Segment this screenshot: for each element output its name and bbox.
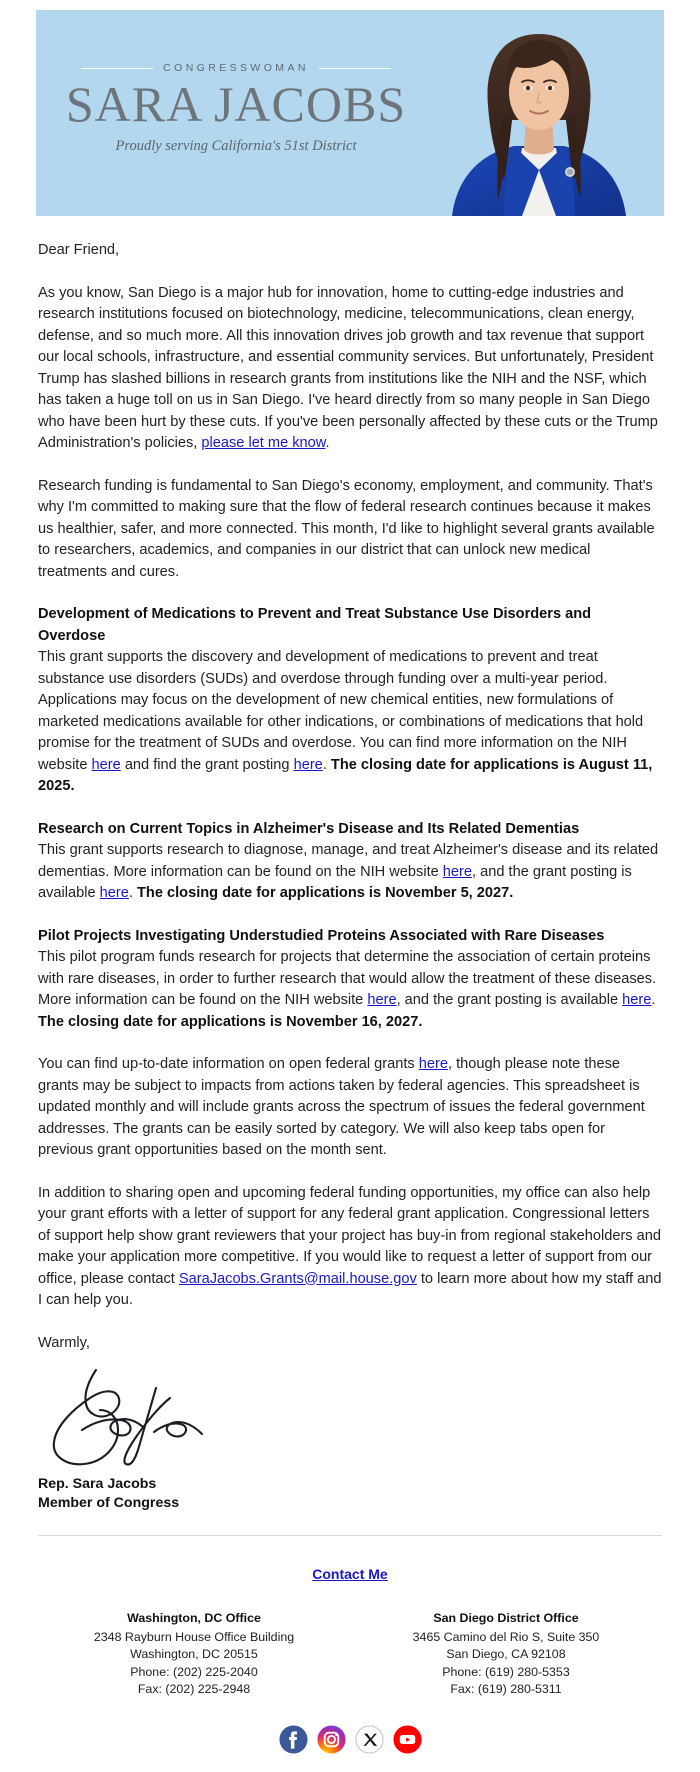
grant-section	[38, 819, 662, 905]
banner-tagline: Proudly serving California's 51st District	[115, 138, 357, 154]
grant-posting-link[interactable]: here	[293, 756, 323, 773]
grant-body-text: This grant supports research to diagnose, manage, and treat Alzheimer's disease and its related dementias. More information can be found on the NIH website	[38, 842, 659, 880]
grant-posting-link[interactable]: here	[622, 992, 652, 1008]
grant-body-text-2: and find the grant posting	[120, 756, 294, 773]
paragraph-3-tail: , though please note these grants may be subject to impacts from actions taken by federal agencies. This spreadsheet is updated monthly and will include grants across the spectrum of issues the federal government addresses. The grants can be easily sorted by category. We will also keep tabs open for previous grant opportunities based on the month sent.	[38, 1056, 645, 1158]
paragraph-4	[38, 1183, 662, 1312]
paragraph-1-tail: .	[325, 435, 330, 451]
salutation: Dear Friend,	[38, 242, 120, 258]
portrait-photo	[444, 20, 634, 216]
eyebrow-rule-right	[319, 68, 391, 69]
office-address-line-1: 3465 Camino del Rio S, Suite 350	[412, 1629, 600, 1644]
contact-me-row	[38, 1566, 662, 1584]
grant-section	[38, 926, 662, 1034]
contact-me-link[interactable]: Contact Me	[312, 1566, 388, 1582]
grant-body-text-2: , and the grant posting is available	[396, 992, 623, 1008]
grant-info-link[interactable]: here	[91, 756, 121, 773]
grant-closing-date: The closing date for applications is November 16, 2027.	[38, 1013, 423, 1030]
paragraph-4-tail: to learn more about how my staff and I can help you.	[38, 1270, 662, 1308]
paragraph-1	[38, 283, 662, 455]
office-san-diego	[350, 1610, 662, 1699]
footer-divider	[38, 1535, 662, 1536]
office-fax: Fax: (619) 280-5311	[450, 1682, 562, 1696]
signature-name: Rep. Sara Jacobs	[38, 1476, 157, 1492]
paragraph-3	[38, 1054, 662, 1162]
grant-body-text-3: .	[322, 756, 331, 773]
grant-body	[38, 647, 662, 798]
paragraph-1-text: As you know, San Diego is a major hub for innovation, home to cutting-edge industries and research institutions focused on biotechnology, medicine, telecommunications, clean energy, defense, and so much more. All this innovation drives job growth and tax revenue that support our local schools, infrastructure, and essential community services. But unfortunately, President Trump has slashed billions in research grants from institutions like the NIH and the NSF, which has taken a huge toll on us in San Diego. I've heard directly from so many people in San Diego who have been hurt by these cuts. If you've been personally affected by these cuts or the Trump Administration's policies,	[38, 284, 658, 451]
grant-title: Pilot Projects Investigating Understudied Proteins Associated with Rare Diseases	[38, 927, 605, 944]
office-phone: Phone: (202) 225-2040	[130, 1664, 258, 1679]
instagram-link[interactable]	[317, 1725, 346, 1754]
grant-body-text-3: .	[651, 992, 656, 1008]
header-banner	[36, 10, 664, 216]
sign-off-greeting: Warmly,	[38, 1334, 90, 1351]
facebook-icon	[279, 1725, 308, 1754]
grant-posting-link[interactable]: here	[99, 885, 129, 901]
open-federal-grants-link[interactable]: here	[418, 1056, 448, 1072]
signature-title: Member of Congress	[38, 1495, 180, 1511]
office-name: San Diego District Office	[433, 1611, 579, 1625]
grant-info-link[interactable]: here	[442, 863, 473, 880]
banner-name: SARA JACOBS	[65, 76, 407, 132]
handwritten-signature-icon	[38, 1360, 238, 1468]
grant-body-text-3: .	[128, 885, 137, 901]
grant-body-text-2: , and the grant posting is available	[38, 863, 632, 901]
signature-image	[38, 1360, 662, 1473]
grant-section	[38, 604, 662, 798]
grant-body-text: This grant supports the discovery and development of medications to prevent and treat substance use disorders (SUDs) and overdose through funding over a multi-year period. Applications may focus on the development of new chemical entities, new formulations of marketed medications available for other indications, or combinations of medications that hold promise for the treatment of SUDs and overdose. You can find more information on the NIH website	[38, 649, 644, 773]
office-address-line-1: 2348 Rayburn House Office Building	[93, 1629, 295, 1644]
paragraph-4-text: In addition to sharing open and upcoming federal funding opportunities, my office can also help your grant efforts with a letter of support for any federal grant application. Congressional letters of support help show grant reviewers that your project has buy-in from regional stakeholders and make your application more competitive. If you would like to request a letter of support from our office, please contact	[38, 1184, 661, 1287]
office-name: Washington, DC Office	[127, 1611, 261, 1625]
social-links	[38, 1725, 662, 1754]
grants-email-link[interactable]: SaraJacobs.Grants@mail.house.gov	[178, 1270, 417, 1287]
office-list	[38, 1610, 662, 1699]
grant-title: Research on Current Topics in Alzheimer's Disease and Its Related Dementias	[38, 820, 580, 837]
youtube-icon	[393, 1725, 422, 1754]
instagram-icon	[317, 1725, 346, 1754]
banner-eyebrow: CONGRESSWOMAN	[163, 62, 309, 74]
grant-info-link[interactable]: here	[367, 992, 397, 1008]
letter-body	[36, 240, 664, 1754]
paragraph-3-text: You can find up-to-date information on open federal grants	[38, 1056, 419, 1072]
grant-body-text: This pilot program funds research for projects that determine the association of certain proteins with rare diseases, in order to further research that would allow the treatment of these diseases. More information can be found on the NIH website	[38, 949, 657, 1008]
office-address-line-2: San Diego, CA 92108	[446, 1647, 566, 1661]
office-fax: Fax: (202) 225-2948	[137, 1682, 251, 1696]
banner-text-block	[36, 62, 436, 155]
eyebrow-rule-left	[81, 68, 153, 69]
facebook-link[interactable]	[279, 1725, 308, 1754]
banner-eyebrow-row	[36, 62, 436, 74]
x-twitter-link[interactable]	[355, 1725, 384, 1754]
grant-body	[38, 840, 662, 905]
x-twitter-icon	[355, 1725, 384, 1754]
grant-closing-date: The closing date for applications is August 11, 2025.	[38, 756, 653, 794]
office-dc	[38, 1610, 350, 1699]
youtube-link[interactable]	[393, 1725, 422, 1754]
please-let-me-know-link[interactable]: please let me know	[201, 435, 326, 451]
grant-body	[38, 947, 662, 1033]
office-phone: Phone: (619) 280-5353	[442, 1664, 570, 1679]
grant-title: Development of Medications to Prevent and Treat Substance Use Disorders and Overdose	[38, 606, 592, 644]
office-address-line-2: Washington, DC 20515	[130, 1647, 258, 1661]
paragraph-2: Research funding is fundamental to San Diego's economy, employment, and community. That's why I'm committed to making sure that the flow of federal research continues because it makes us healthier, safer, and more connected. This month, I'd like to highlight several grants available to researchers, academics, and companies in our district that can unlock new medical treatments and cures.	[38, 477, 655, 580]
grant-closing-date: The closing date for applications is November 5, 2027.	[137, 885, 514, 901]
